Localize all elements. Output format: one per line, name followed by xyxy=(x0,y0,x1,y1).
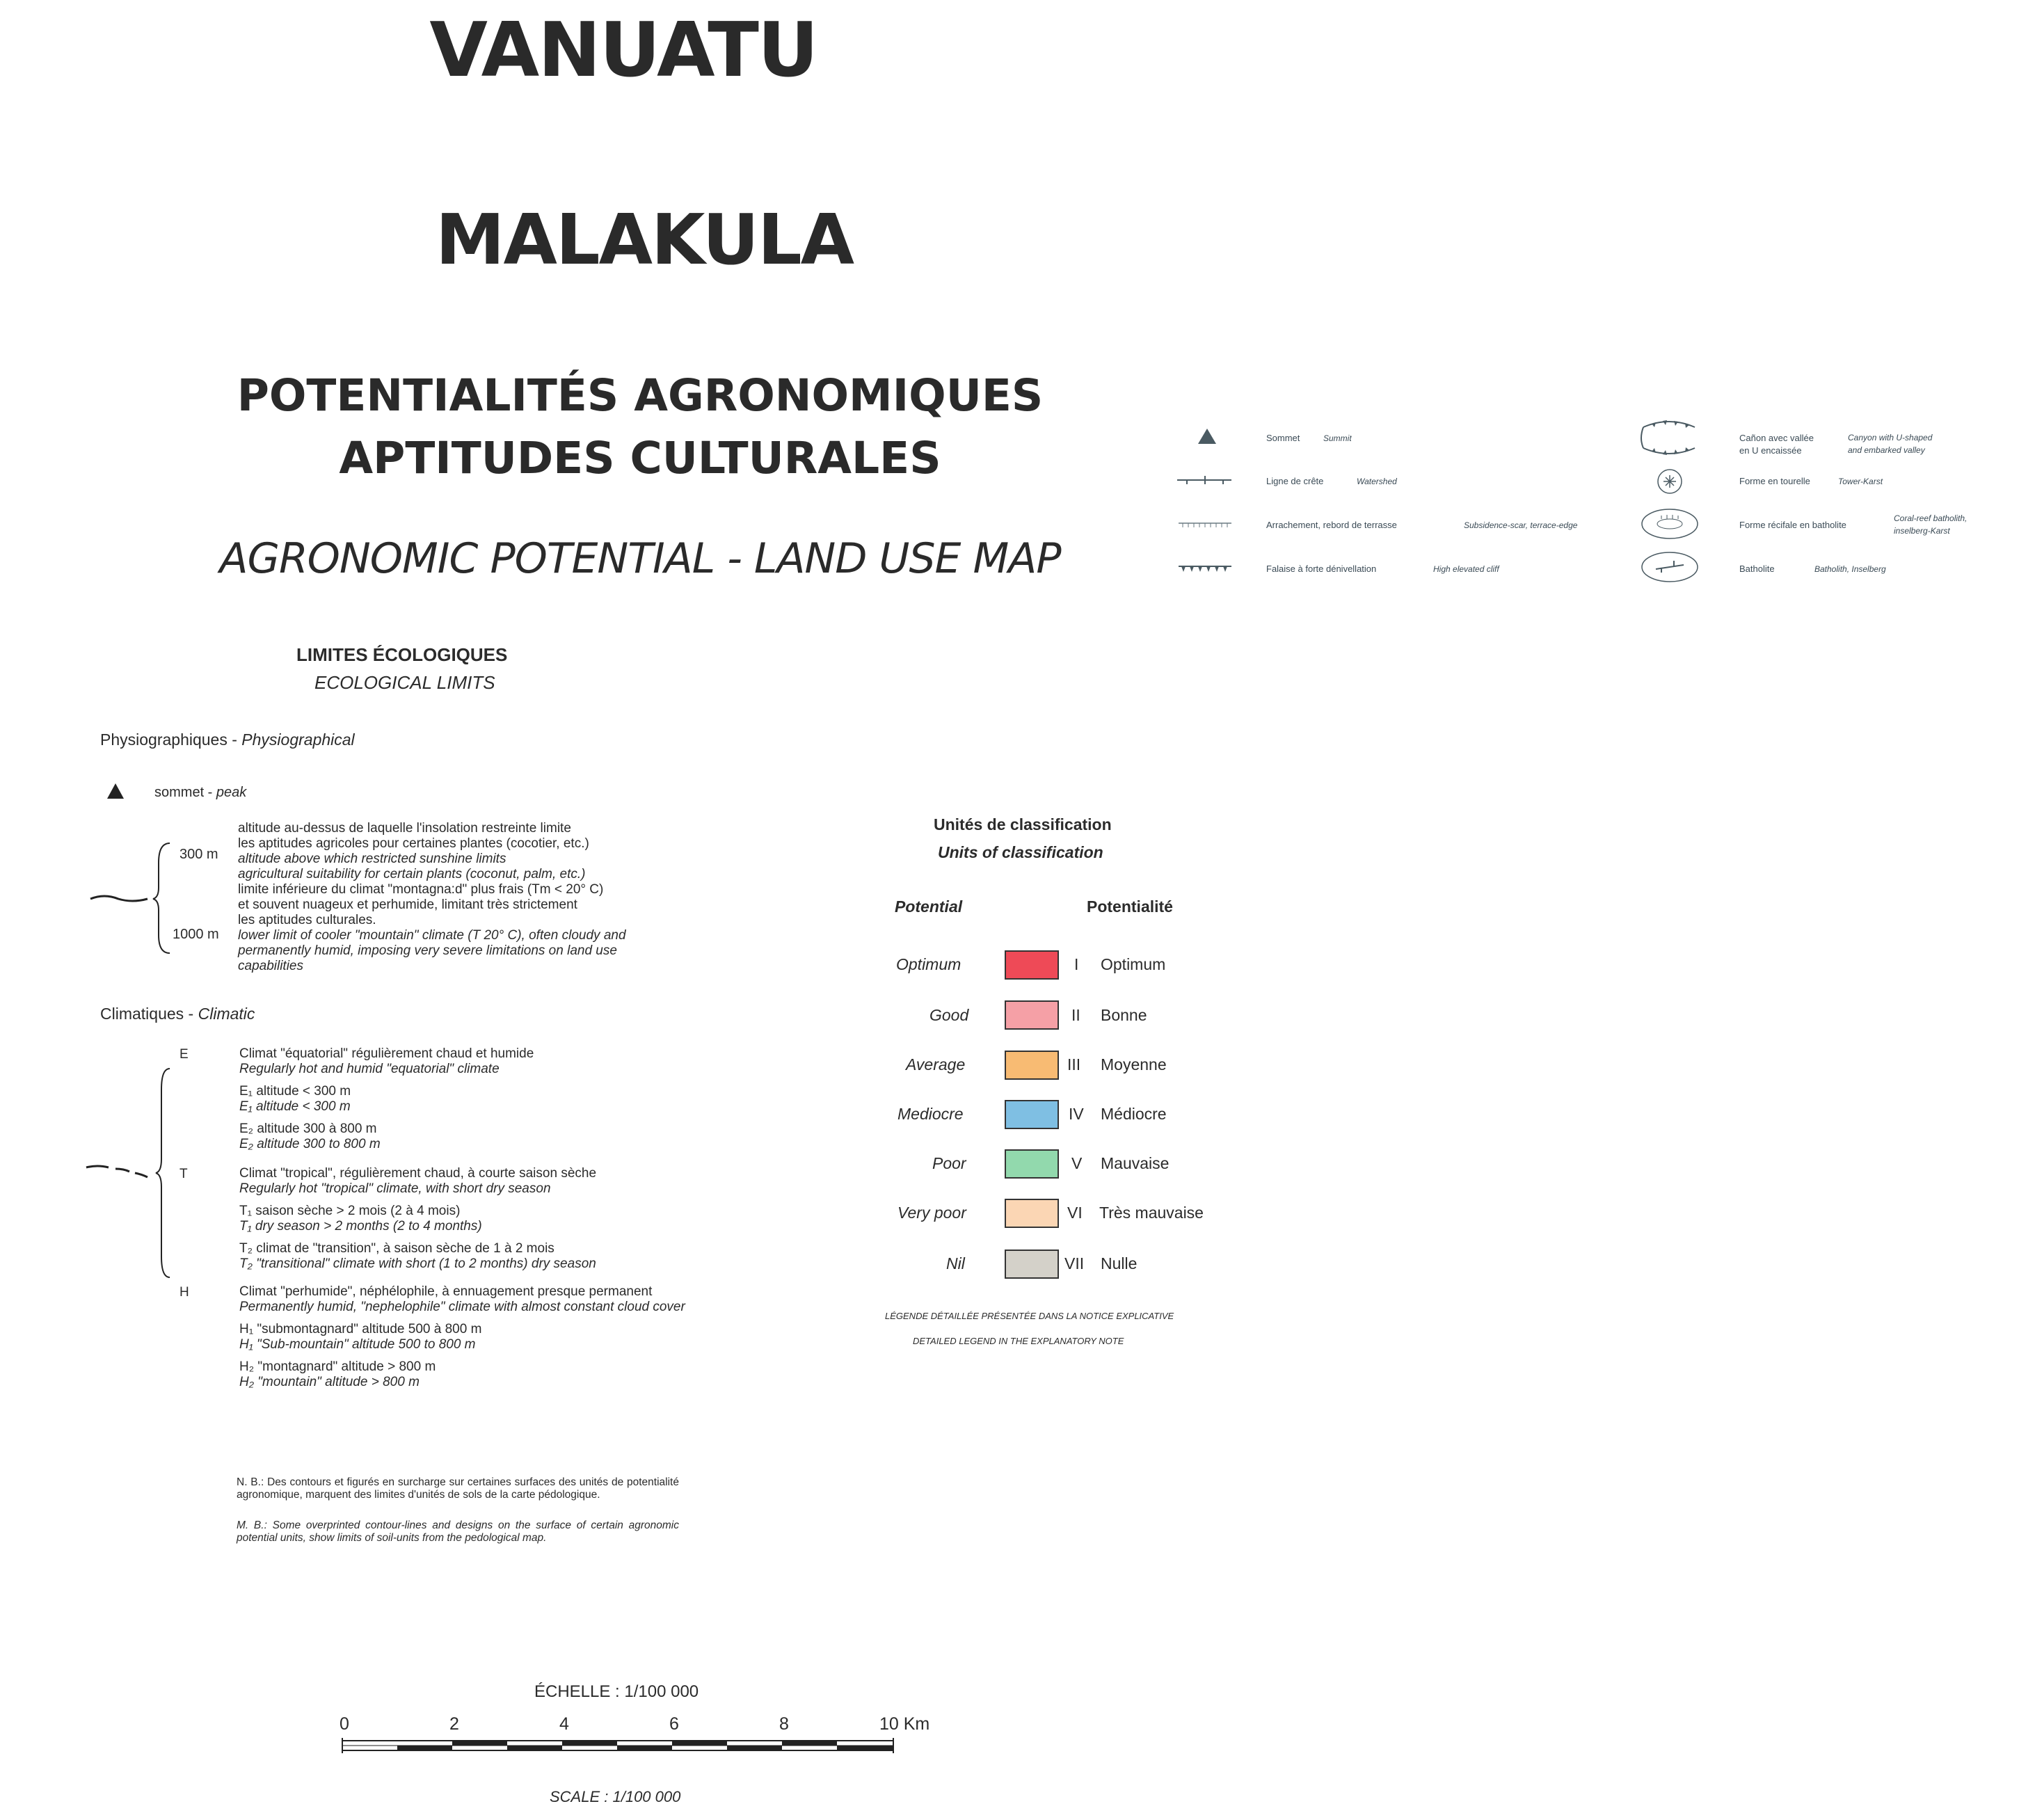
climate-line: H₂ "montagnard" altitude > 800 m xyxy=(239,1359,436,1374)
climate-h-text xyxy=(239,1284,685,1390)
legend-tower-fr: Forme en tourelle xyxy=(1739,476,1810,486)
climate-line: H₂ "mountain" altitude > 800 m xyxy=(239,1375,420,1389)
scale-title-fr: ÉCHELLE : 1/100 000 xyxy=(534,1682,699,1701)
climate-line: Climat "tropical", régulièrement chaud, à courte saison sèche xyxy=(239,1166,597,1181)
class-swatch-average xyxy=(1005,1051,1059,1080)
peak-en: peak xyxy=(216,785,247,800)
physio-line: permanently humid, imposing very severe limitations on land use xyxy=(238,943,617,958)
climate-line: E₂ altitude 300 à 800 m xyxy=(239,1121,377,1136)
legend-canyon-en-1: Canyon with U-shaped xyxy=(1848,433,1933,442)
title-country: VANUATU xyxy=(429,7,817,94)
class-fr-label: Médiocre xyxy=(1101,1105,1167,1123)
class-swatch-optimum xyxy=(1005,950,1059,980)
class-fr-label: Optimum xyxy=(1101,955,1166,973)
peak-fr: sommet - xyxy=(154,785,216,800)
climate-line: H₁ "submontagnard" altitude 500 à 800 m xyxy=(239,1322,482,1336)
physiographical-heading xyxy=(100,731,355,749)
scale-tick-label: 6 xyxy=(669,1714,679,1734)
cliff-icon xyxy=(1177,564,1233,575)
physio-line: les aptitudes culturales. xyxy=(238,913,376,927)
scale-tick-label: 2 xyxy=(449,1714,459,1734)
legend-cliff-en: High elevated cliff xyxy=(1433,564,1499,574)
class-swatch-good xyxy=(1005,1000,1059,1030)
legend-cliff-fr: Falaise à forte dénivellation xyxy=(1266,564,1377,574)
scale-tick-label: 10 Km xyxy=(879,1714,930,1734)
class-fr-label: Très mauvaise xyxy=(1099,1204,1204,1222)
climatic-brace xyxy=(83,1064,174,1280)
physio-text xyxy=(238,821,626,974)
terrace-edge-icon xyxy=(1177,520,1233,530)
peak-icon xyxy=(106,782,125,800)
nb-note-fr: N. B.: Des contours et figurés en surcharge sur certaines surfaces des unités de potentialité agronomique, marquent des limites d'unités de sols de la carte pédologique. xyxy=(237,1476,679,1501)
peak-label xyxy=(154,785,246,801)
climate-line: E₁ altitude < 300 m xyxy=(239,1099,351,1114)
class-swatch-nil xyxy=(1005,1250,1059,1279)
detailed-legend-note-en: DETAILED LEGEND IN THE EXPLANATORY NOTE xyxy=(913,1336,1124,1346)
legend-watershed-en: Watershed xyxy=(1357,477,1397,486)
class-swatch-mediocre xyxy=(1005,1100,1059,1129)
class-en-label: Poor xyxy=(932,1154,966,1172)
legend-canyon-fr-2: en U encaissée xyxy=(1739,445,1802,456)
legend-coral-en-2: inselberg-Karst xyxy=(1894,526,1950,536)
scale-tick-label: 0 xyxy=(340,1714,349,1734)
title-en: AGRONOMIC POTENTIAL - LAND USE MAP xyxy=(219,534,1061,583)
class-fr-label: Moyenne xyxy=(1101,1055,1167,1073)
class-fr-label: Bonne xyxy=(1101,1006,1147,1024)
class-en-label: Optimum xyxy=(896,955,961,973)
climate-line: E₁ altitude < 300 m xyxy=(239,1084,351,1099)
class-number: IV xyxy=(1069,1105,1084,1123)
legend-watershed-fr: Ligne de crête xyxy=(1266,476,1324,486)
physio-line: agricultural suitability for certain plants (coconut, palm, etc.) xyxy=(238,867,586,881)
class-swatch-poor xyxy=(1005,1149,1059,1179)
triangle-icon xyxy=(1197,427,1218,445)
tower-karst-icon xyxy=(1656,468,1684,495)
classification-title-en: Units of classification xyxy=(938,843,1103,861)
title-fr-2: APTITUDES CULTURALES xyxy=(339,433,941,484)
legend-tower-en: Tower-Karst xyxy=(1838,477,1883,486)
classification-title-fr: Unités de classification xyxy=(934,815,1112,833)
legend-summit-fr: Sommet xyxy=(1266,433,1300,443)
climate-line: E₂ altitude 300 to 800 m xyxy=(239,1137,381,1151)
legend-terrace-fr: Arrachement, rebord de terrasse xyxy=(1266,520,1397,530)
climate-line: T₂ "transitional" climate with short (1 to 2 months) dry season xyxy=(239,1256,596,1271)
scale-tick-label: 4 xyxy=(559,1714,569,1734)
climate-line: T₁ saison sèche > 2 mois (2 à 4 mois) xyxy=(239,1204,461,1218)
alt-300: 300 m xyxy=(179,847,218,862)
class-number: I xyxy=(1074,955,1079,973)
physio-line: limite inférieure du climat "montagna:d" plus frais (Tm < 20° C) xyxy=(238,882,604,897)
class-number: VII xyxy=(1064,1254,1085,1272)
physio-line: lower limit of cooler "mountain" climate (T 20° C), often cloudy and xyxy=(238,928,626,943)
ecological-title-en: ECOLOGICAL LIMITS xyxy=(314,672,495,693)
legend-summit-en: Summit xyxy=(1323,433,1352,443)
climate-line: T₂ climat de "transition", à saison sèche de 1 à 2 mois xyxy=(239,1241,554,1256)
legend-batholith-fr: Batholite xyxy=(1739,564,1775,574)
canyon-icon xyxy=(1638,417,1700,458)
class-en-label: Nil xyxy=(946,1254,965,1272)
physio-line: capabilities xyxy=(238,959,303,973)
code-t: T xyxy=(179,1167,188,1181)
climate-line: T₁ dry season > 2 months (2 to 4 months) xyxy=(239,1219,482,1234)
climate-e-text xyxy=(239,1046,534,1152)
alt-1000: 1000 m xyxy=(173,927,219,942)
climatic-heading xyxy=(100,1005,255,1023)
class-en-label: Very poor xyxy=(897,1204,966,1222)
physio-brace xyxy=(83,835,174,957)
climate-line: Climat "équatorial" régulièrement chaud et humide xyxy=(239,1046,534,1061)
scale-tick-label: 8 xyxy=(779,1714,789,1734)
climate-t-text xyxy=(239,1166,596,1272)
class-fr-label: Nulle xyxy=(1101,1254,1138,1272)
climate-line: H₁ "Sub-mountain" altitude 500 to 800 m xyxy=(239,1337,476,1352)
nb-note-en: M. B.: Some overprinted contour-lines and designs on the surface of certain agronomic potential units, show limits of soil-units from the pedological map. xyxy=(237,1519,679,1544)
physio-fr: Physiographiques - xyxy=(100,731,242,749)
title-island: MALAKULA xyxy=(436,199,854,280)
climate-line: Regularly hot and humid "equatorial" climate xyxy=(239,1062,500,1076)
physio-line: et souvent nuageux et perhumide, limitant très strictement xyxy=(238,897,577,912)
class-fr-label: Mauvaise xyxy=(1101,1154,1170,1172)
class-en-label: Mediocre xyxy=(897,1105,964,1123)
class-number: II xyxy=(1071,1006,1080,1024)
clim-en: Climatic xyxy=(198,1005,255,1023)
column-potential: Potential xyxy=(895,897,963,916)
climate-line: Climat "perhumide", néphélophile, à ennuagement presque permanent xyxy=(239,1284,653,1299)
class-swatch-very-poor xyxy=(1005,1199,1059,1228)
legend-terrace-en: Subsidence-scar, terrace-edge xyxy=(1464,520,1578,530)
watershed-line-icon xyxy=(1176,473,1233,487)
physio-line: altitude au-dessus de laquelle l'insolation restreinte limite xyxy=(238,821,571,836)
physio-en: Physiographical xyxy=(241,731,355,749)
class-number: III xyxy=(1067,1055,1081,1073)
legend-canyon-en-2: and embarked valley xyxy=(1848,445,1925,455)
detailed-legend-note-fr: LÉGENDE DÉTAILLÉE PRÉSENTÉE DANS LA NOTICE EXPLICATIVE xyxy=(885,1311,1174,1321)
legend-coral-fr: Forme récifale en batholite xyxy=(1739,520,1846,530)
batholith-icon xyxy=(1639,550,1700,584)
scale-title-en: SCALE : 1/100 000 xyxy=(550,1788,681,1805)
ecological-title-fr: LIMITES ÉCOLOGIQUES xyxy=(296,644,508,665)
class-en-label: Good xyxy=(929,1006,969,1024)
symbol-legend xyxy=(1169,417,2018,598)
legend-coral-en-1: Coral-reef batholith, xyxy=(1894,513,1968,523)
scale-bar xyxy=(341,1738,897,1753)
clim-fr: Climatiques - xyxy=(100,1005,198,1023)
class-en-label: Average xyxy=(906,1055,966,1073)
climate-line: Permanently humid, "nephelophile" climate with almost constant cloud cover xyxy=(239,1300,685,1314)
class-number: V xyxy=(1071,1154,1083,1172)
code-e: E xyxy=(179,1047,189,1062)
class-number: VI xyxy=(1067,1204,1083,1222)
climate-line: Regularly hot "tropical" climate, with short dry season xyxy=(239,1181,551,1196)
legend-batholith-en: Batholith, Inselberg xyxy=(1814,564,1886,574)
column-potentialite: Potentialité xyxy=(1087,897,1173,916)
coral-batholith-icon xyxy=(1639,506,1700,541)
physio-line: les aptitudes agricoles pour certaines plantes (cocotier, etc.) xyxy=(238,836,589,851)
title-fr-1: POTENTIALITÉS AGRONOMIQUES xyxy=(237,370,1044,421)
legend-canyon-fr-1: Cañon avec vallée xyxy=(1739,433,1814,443)
code-h: H xyxy=(179,1285,189,1300)
physio-line: altitude above which restricted sunshine limits xyxy=(238,852,506,866)
